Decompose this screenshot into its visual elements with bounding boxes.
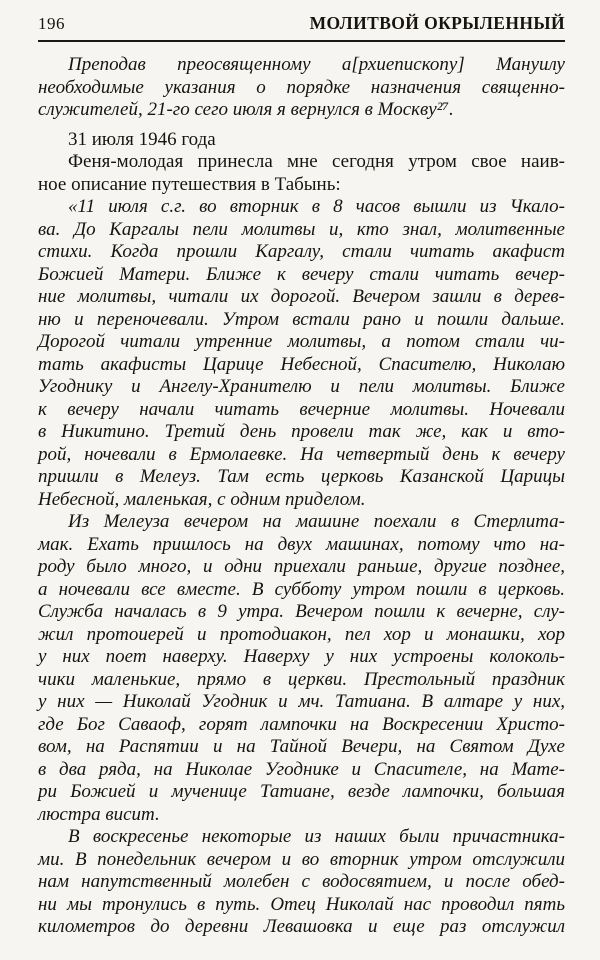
text-line: к вечеру начали читать вечерние молитвы. Ночевали: [38, 398, 565, 420]
text-line: тать акафисты Царице Небесной, Спасителю, Николаю: [38, 353, 565, 375]
text-line: где Бог Саваоф, горят лампочки на Воскресении Христо-: [38, 713, 565, 735]
text-line: роду было много, и одни приехали раньше, другие позднее,: [38, 556, 565, 577]
paragraph: [38, 826, 565, 939]
text-line: чики маленькие, прямо в церкви. Престольный праздник: [38, 668, 565, 690]
text-line: Угоднику и Ангелу-Хранителю и пели молитвы. Ближе: [38, 376, 565, 397]
text-line: Небесной, маленькая, с одним приделом.: [38, 488, 366, 510]
body-text: [38, 54, 565, 939]
text-line: пришли в Мелеуз. Там есть церковь Казанской Царицы: [38, 466, 565, 487]
text-line: 31 июля 1946 года: [68, 128, 216, 150]
text-line: стихи. Когда прошли Каргалу, стали читать акафист: [38, 241, 565, 262]
text-line: рой, ночевали в Ермолаевке. На четвертый день к вечеру: [38, 443, 565, 465]
text-line: «11 июля с.г. во вторник в 8 часов вышли из Чкало-: [68, 196, 565, 217]
paragraph: [38, 54, 565, 122]
paragraph: [38, 511, 565, 826]
text-line: ми. В понедельник вечером и во вторник утром отслужили: [38, 848, 565, 870]
text-line: необходимые указания о порядке назначения священно-: [38, 76, 565, 98]
text-line: в Никитино. Третий день провели так же, как и вто-: [38, 421, 565, 442]
text-line: люстра висит.: [38, 803, 160, 825]
text-line: километров до деревни Левашовка и еще раз отслужил: [38, 916, 565, 937]
text-line: ри Божией и мученице Татиане, везде лампочки, большая: [38, 781, 565, 802]
text-line: в два ряда, на Николае Угоднике и Спасителе, на Мате-: [38, 758, 565, 780]
paragraph: [38, 129, 565, 152]
text-line: вом, на Распятии и на Тайной Вечери, на Святом Духе: [38, 736, 565, 757]
text-line: Божией Матери. Ближе к вечеру стали читать вечер-: [38, 263, 565, 285]
text-line: ва. До Каргалы пели молитвы и, кто знал, молитвенные: [38, 218, 565, 240]
text-line: ню и переночевали. Утром встали рано и пошли дальше.: [38, 308, 565, 330]
text-line: Из Мелеуза вечером на машине поехали в Стерлита-: [68, 511, 565, 532]
page-header: [38, 13, 565, 42]
text-line: служителей, 21-го сего июля я вернулся в Москву²⁷.: [38, 99, 454, 120]
text-line: Феня-молодая принесла мне сегодня утром свое наив-: [68, 151, 565, 172]
text-line: мак. Ехать пришлось на двух машинах, потому что на-: [38, 533, 565, 555]
text-line: жил протоиерей и протодиакон, пел хор и монашки, хор: [38, 623, 565, 645]
text-line: а ночевали все вместе. В субботу утром пошли в церковь.: [38, 578, 565, 600]
running-title: МОЛИТВОЙ ОКРЫЛЕННЫЙ: [309, 13, 565, 33]
paragraph: [38, 196, 565, 511]
text-line: у них поет наверху. Наверху у них устроены колоколь-: [38, 646, 565, 667]
text-line: В воскресенье некоторые из наших были причастника-: [68, 826, 565, 847]
text-line: Преподав преосвященному а[рхиепископу] Мануилу: [68, 54, 565, 75]
text-line: ни мы тронулись в путь. Отец Николай нас проводил пять: [38, 893, 565, 915]
text-line: ное описание путешествия в Табынь:: [38, 173, 341, 195]
text-line: Служба началась в 9 утра. Вечером пошли к вечерне, слу-: [38, 601, 565, 622]
text-line: ние молитвы, читали их дорогой. Вечером зашли в дерев-: [38, 286, 565, 307]
page-number: 196: [38, 14, 65, 33]
text-line: нам напутственный молебен с водосвятием, и после обед-: [38, 871, 565, 892]
text-line: Дорогой читали утренние молитвы, а потом стали чи-: [38, 331, 565, 352]
paragraph: [38, 151, 565, 196]
text-line: у них — Николай Угодник и мч. Татиана. В алтаре у них,: [38, 691, 565, 712]
